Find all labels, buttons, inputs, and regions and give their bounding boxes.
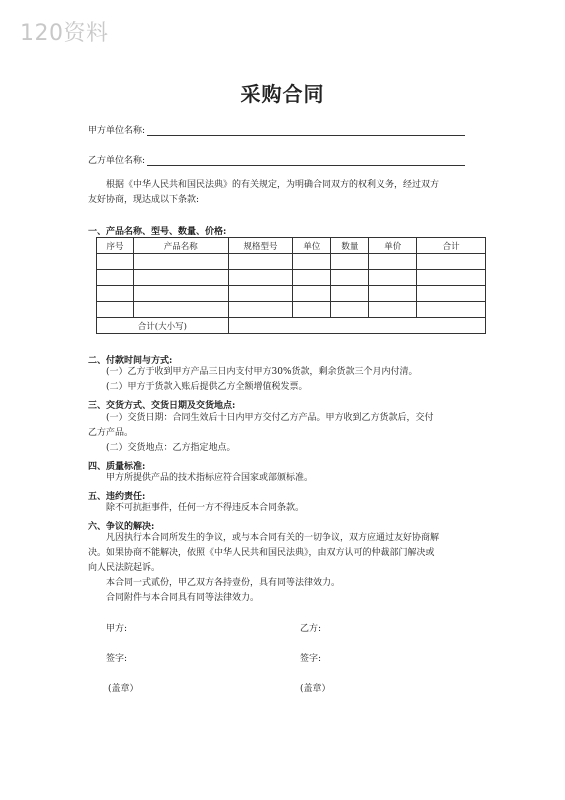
section-1-heading: 一、产品名称、型号、数量、价格: — [88, 227, 227, 237]
intro-line-2: 友好协商，现达成以下条款: — [88, 195, 200, 205]
header-cell: 数量 — [331, 238, 369, 254]
document-title: 采购合同 — [240, 82, 325, 106]
party-a-sign-label: 甲方: — [106, 624, 128, 634]
section-3-item-2: (二）交货地点：乙方指定地点。 — [106, 443, 236, 453]
total-label: 合计(大小写) — [97, 318, 229, 334]
header-cell: 单价 — [369, 238, 417, 254]
header-cell: 产品名称 — [133, 238, 228, 254]
section-6-line-4: 本合同一式贰份，甲乙双方各持壹份，具有同等法律效力。 — [106, 578, 341, 588]
section-5-item-1: 除不可抗拒事件，任何一方不得违反本合同条款。 — [106, 503, 305, 513]
header-cell: 单位 — [293, 238, 331, 254]
section-3-item-1b: 乙方产品。 — [88, 428, 134, 438]
section-2-heading: 二、付款时间与方式: — [88, 356, 173, 366]
section-3-item-1a: (一）交货日期：合同生效后十日内甲方交付乙方产品。甲方收到乙方货款后，交付 — [106, 413, 434, 423]
party-b-blank[interactable] — [147, 156, 465, 166]
total-value — [228, 318, 485, 334]
party-b-line — [88, 153, 465, 166]
section-6-line-2: 决。如果协商不能解决，依照《中华人民共和国民法典》，由双方认可的仲裁部门解决或 — [88, 548, 435, 558]
header-cell: 序号 — [97, 238, 134, 254]
party-b-label: 乙方单位名称: — [88, 156, 146, 166]
section-4-item-1: 甲方所提供产品的技术指标应符合国家或部颁标准。 — [106, 473, 314, 483]
watermark: 120资料 — [20, 21, 109, 46]
party-b-seal-label: (盖章） — [300, 684, 331, 694]
party-a-blank[interactable] — [147, 126, 465, 136]
table-total-row — [97, 318, 486, 334]
party-b-signature-label: 签字: — [300, 654, 322, 664]
party-a-line — [88, 123, 465, 136]
section-5-heading: 五、违约责任: — [88, 492, 146, 502]
party-a-seal-label: (盖章） — [108, 684, 139, 694]
table-row — [97, 302, 486, 318]
section-6-line-3: 向人民法院起诉。 — [88, 563, 161, 573]
intro-line-1: 根据《中华人民共和国民法典》的有关规定，为明确合同双方的权利义务，经过双方 — [106, 180, 440, 190]
party-a-label: 甲方单位名称: — [88, 126, 146, 136]
party-b-sign-label: 乙方: — [300, 624, 322, 634]
table-row — [97, 270, 486, 286]
section-2-item-1: (一）乙方于收到甲方产品三日内支付甲方30%货款，剩余货款三个月内付清。 — [106, 367, 418, 377]
table-row — [97, 254, 486, 270]
section-4-heading: 四、质量标准: — [88, 462, 146, 472]
section-6-heading: 六、争议的解决: — [88, 522, 155, 532]
table-header-row — [97, 238, 486, 254]
table-row — [97, 286, 486, 302]
section-6-line-1: 凡因执行本合同所发生的争议，或与本合同有关的一切争议，双方应通过友好协商解 — [106, 533, 440, 543]
party-a-signature-label: 签字: — [106, 654, 128, 664]
section-2-item-2: (二）甲方于货款入账后提供乙方全额增值税发票。 — [106, 382, 308, 392]
header-cell: 规格型号 — [228, 238, 293, 254]
section-3-heading: 三、交货方式、交货日期及交货地点: — [88, 401, 236, 411]
section-6-line-5: 合同附件与本合同具有同等法律效力。 — [106, 593, 260, 603]
header-cell: 合计 — [417, 238, 486, 254]
goods-table — [96, 237, 486, 334]
